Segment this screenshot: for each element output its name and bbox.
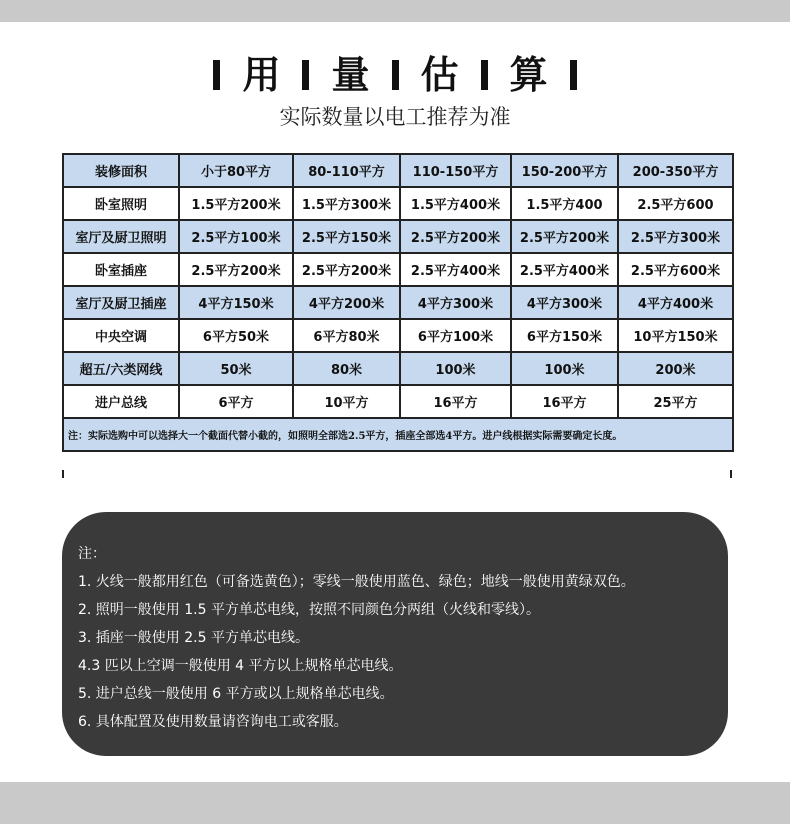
table-cell: 2.5平方200米 bbox=[293, 253, 400, 286]
table-row bbox=[63, 220, 733, 253]
row-label-cell: 中央空调 bbox=[63, 319, 179, 352]
header-cell: 装修面积 bbox=[63, 154, 179, 187]
table-cell: 10平方150米 bbox=[618, 319, 733, 352]
table-border-stub bbox=[730, 470, 732, 478]
table-cell: 2.5平方200米 bbox=[511, 220, 618, 253]
table-cell: 100米 bbox=[511, 352, 618, 385]
header-cell: 小于80平方 bbox=[179, 154, 293, 187]
table-cell: 2.5平方400米 bbox=[400, 253, 511, 286]
table-cell: 4平方150米 bbox=[179, 286, 293, 319]
title-char: 用 bbox=[242, 53, 281, 97]
table-cell: 2.5平方600米 bbox=[618, 253, 733, 286]
table-cell: 2.5平方200米 bbox=[179, 253, 293, 286]
bottom-gray-band bbox=[0, 782, 790, 824]
table-cell: 4平方400米 bbox=[618, 286, 733, 319]
table-cell: 200米 bbox=[618, 352, 733, 385]
note-item: 3. 插座一般使用 2.5 平方单芯电线。 bbox=[78, 630, 309, 646]
header-cell: 200-350平方 bbox=[618, 154, 733, 187]
table-cell: 10平方 bbox=[293, 385, 400, 418]
table-cell: 2.5平方600 bbox=[618, 187, 733, 220]
row-label-cell: 卧室照明 bbox=[63, 187, 179, 220]
table-cell: 6平方100米 bbox=[400, 319, 511, 352]
table-note-row bbox=[63, 418, 733, 451]
table-cell: 1.5平方200米 bbox=[179, 187, 293, 220]
table-row bbox=[63, 385, 733, 418]
table-cell: 6平方 bbox=[179, 385, 293, 418]
usage-table-wrapper bbox=[62, 153, 732, 452]
header-cell: 110-150平方 bbox=[400, 154, 511, 187]
table-cell: 1.5平方300米 bbox=[293, 187, 400, 220]
table-cell: 80米 bbox=[293, 352, 400, 385]
note-item: 1. 火线一般都用红色（可备选黄色）；零线一般使用蓝色、绿色；地线一般使用黄绿双色。 bbox=[78, 574, 635, 590]
table-footnote: 注：实际选购中可以选择大一个截面代替小截的，如照明全部选2.5平方，插座全部选4平方。进户线根据实际需要确定长度。 bbox=[63, 418, 733, 451]
row-label-cell: 卧室插座 bbox=[63, 253, 179, 286]
table-row bbox=[63, 319, 733, 352]
table-cell: 4平方300米 bbox=[400, 286, 511, 319]
table-cell: 4平方200米 bbox=[293, 286, 400, 319]
table-cell: 1.5平方400米 bbox=[400, 187, 511, 220]
table-cell: 2.5平方200米 bbox=[400, 220, 511, 253]
title-divider-bar bbox=[570, 60, 577, 90]
title-divider-bar bbox=[481, 60, 488, 90]
row-label-cell: 室厅及厨卫插座 bbox=[63, 286, 179, 319]
note-item: 4.3 匹以上空调一般使用 4 平方以上规格单芯电线。 bbox=[78, 658, 403, 674]
table-cell: 100米 bbox=[400, 352, 511, 385]
page-title bbox=[0, 50, 790, 100]
page-subtitle: 实际数量以电工推荐为准 bbox=[279, 105, 511, 129]
table-border-stub bbox=[62, 470, 64, 478]
notes-header: 注： bbox=[78, 546, 106, 562]
table-row bbox=[63, 286, 733, 319]
row-label-cell: 室厅及厨卫照明 bbox=[63, 220, 179, 253]
header-cell: 150-200平方 bbox=[511, 154, 618, 187]
top-gray-band bbox=[0, 0, 790, 22]
table-cell: 16平方 bbox=[400, 385, 511, 418]
table-row bbox=[63, 352, 733, 385]
note-item: 6. 具体配置及使用数量请咨询电工或客服。 bbox=[78, 714, 348, 730]
table-row bbox=[63, 187, 733, 220]
row-label-cell: 超五/六类网线 bbox=[63, 352, 179, 385]
title-char: 量 bbox=[331, 53, 370, 97]
table-cell: 2.5平方150米 bbox=[293, 220, 400, 253]
table-cell: 2.5平方400米 bbox=[511, 253, 618, 286]
table-cell: 2.5平方100米 bbox=[179, 220, 293, 253]
table-cell: 6平方80米 bbox=[293, 319, 400, 352]
row-label-cell: 进户总线 bbox=[63, 385, 179, 418]
note-item: 2. 照明一般使用 1.5 平方单芯电线，按照不同颜色分两组（火线和零线）。 bbox=[78, 602, 540, 618]
table-cell: 50米 bbox=[179, 352, 293, 385]
usage-table bbox=[62, 153, 734, 452]
title-char: 估 bbox=[420, 53, 459, 97]
table-cell: 6平方150米 bbox=[511, 319, 618, 352]
title-divider-bar bbox=[392, 60, 399, 90]
note-item: 5. 进户总线一般使用 6 平方或以上规格单芯电线。 bbox=[78, 686, 394, 702]
table-cell: 6平方50米 bbox=[179, 319, 293, 352]
table-cell: 4平方300米 bbox=[511, 286, 618, 319]
title-divider-bar bbox=[302, 60, 309, 90]
table-cell: 2.5平方300米 bbox=[618, 220, 733, 253]
table-cell: 1.5平方400 bbox=[511, 187, 618, 220]
title-char: 算 bbox=[509, 53, 548, 97]
header-cell: 80-110平方 bbox=[293, 154, 400, 187]
table-row bbox=[63, 253, 733, 286]
notes-panel bbox=[62, 512, 728, 756]
table-cell: 16平方 bbox=[511, 385, 618, 418]
table-cell: 25平方 bbox=[618, 385, 733, 418]
title-divider-bar bbox=[213, 60, 220, 90]
table-header-row bbox=[63, 154, 733, 187]
